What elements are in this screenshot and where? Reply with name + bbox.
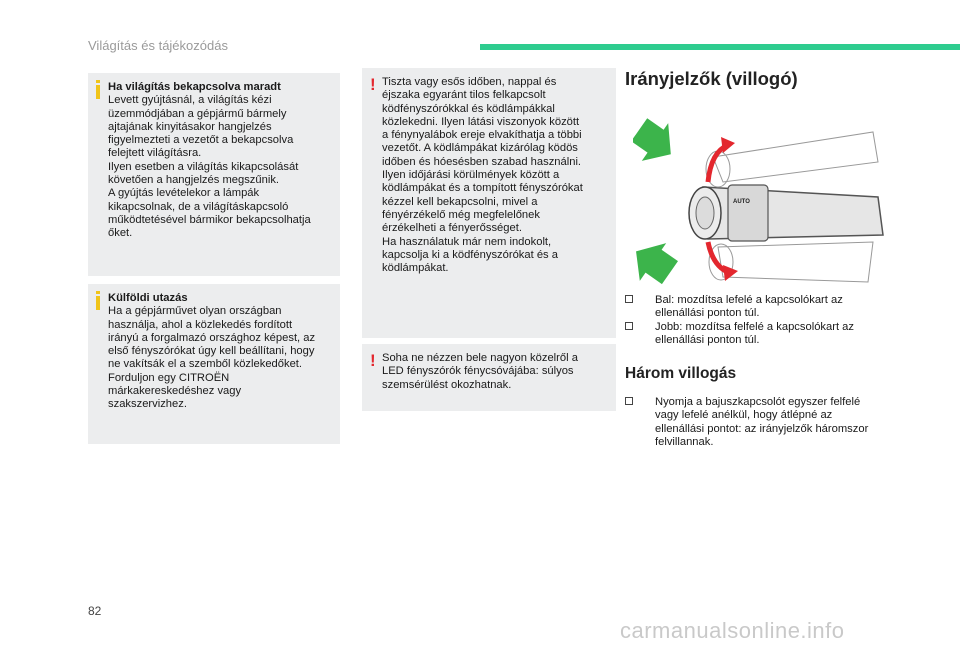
warning-icon: ! [370,75,376,94]
bullet-three-flashes [625,396,890,450]
warning-box-fog-lamps [362,68,616,338]
left-turn-arrow-icon [633,232,683,289]
checkbox-square-icon [625,397,633,405]
checkbox-square-icon [625,322,633,330]
info-icon [96,85,100,99]
right-turn-arrow-icon [633,117,685,172]
info-box-body: Levett gyújtásnál, a világítás kézi üzemmódjában a gépjármű bármely ajtajának kinyitásakor hangjelzés figyelmezteti a vezetőt a bekapcsolva felejtett világításra. Ilyen esetben a világítás kikapcsolását követően a hangjelzés megszűnik. A gyújtás levételekor a lámpák kikapcsolnak, de a világításkapcsoló működtetésével bármikor bekapcsolhatja őket. [108,94,311,240]
bullet-right-indicator [625,321,890,348]
bullet-text: Nyomja a bajuszkapcsolót egyszer felfelé vagy lefelé anélkül, hogy átlépné az ellenállási pontot: az irányjelzők háromszor felvillannak. [655,396,869,449]
info-box-title: Külföldi utazás [108,292,188,304]
watermark: carmanualsonline.info [620,618,845,643]
warning-box-led-headlamps [362,344,616,411]
checkbox-square-icon [625,295,633,303]
warning-text: Soha ne nézzen bele nagyon közelről a LED fényszórók fénycsóvájába: súlyos szemsérülést okozhatnak. [382,352,578,391]
indicator-stalk-drawing [633,117,895,289]
info-icon [96,296,100,310]
page-number: 82 [88,604,102,618]
warning-text: Tiszta vagy esős időben, nappal és éjszaka egyaránt tilos felkapcsolt ködfényszórókkal és ködlámpákkal közlekedni. Ilyen látási viszonyok között a fénynyalábok ereje elvakíthatja a többi vezetőt. A ködlámpákat kizárólag ködös időben és hóesésben szabad használni. Ilyen időjárási körülmények között a ködlámpákat és a tompított fényszórókat kézzel kell bekapcsolni, mivel a fényérzékelő még megfelelőnek érzékelheti a fényerősséget. Ha használatuk már nem indokolt, kapcsolja ki a ködfényszórókat és a ködlámpákat. [382,76,583,275]
bullet-text: Bal: mozdítsa lefelé a kapcsolókart az ellenállási ponton túl. [655,294,843,320]
info-box-body: Ha a gépjárművet olyan országban használja, ahol a közlekedés fordított irányú a forgalmazó országhoz képest, az első fényszórókat úgy kell beállítani, hogy ne vakítsák el a szemből közlekedőket. Forduljon egy CITROËN márkakereskedéshez vagy szakszervizhez. [108,305,316,411]
info-box-lights-left-on [88,73,340,276]
section-title: Világítás és tájékozódás [88,38,228,53]
stalk-auto-label: AUTO [733,199,750,205]
section-accent-bar [480,44,960,50]
bullet-left-indicator [625,294,890,321]
section-heading: Irányjelzők (villogó) [625,68,798,89]
info-box-title: Ha világítás bekapcsolva maradt [108,81,281,93]
bullet-text: Jobb: mozdítsa felfelé a kapcsolókart az ellenállási ponton túl. [655,321,854,347]
subheading-three-flashes: Három villogás [625,365,737,382]
stalk-illustration [633,117,895,289]
warning-icon: ! [370,351,376,370]
info-box-driving-abroad [88,284,340,444]
